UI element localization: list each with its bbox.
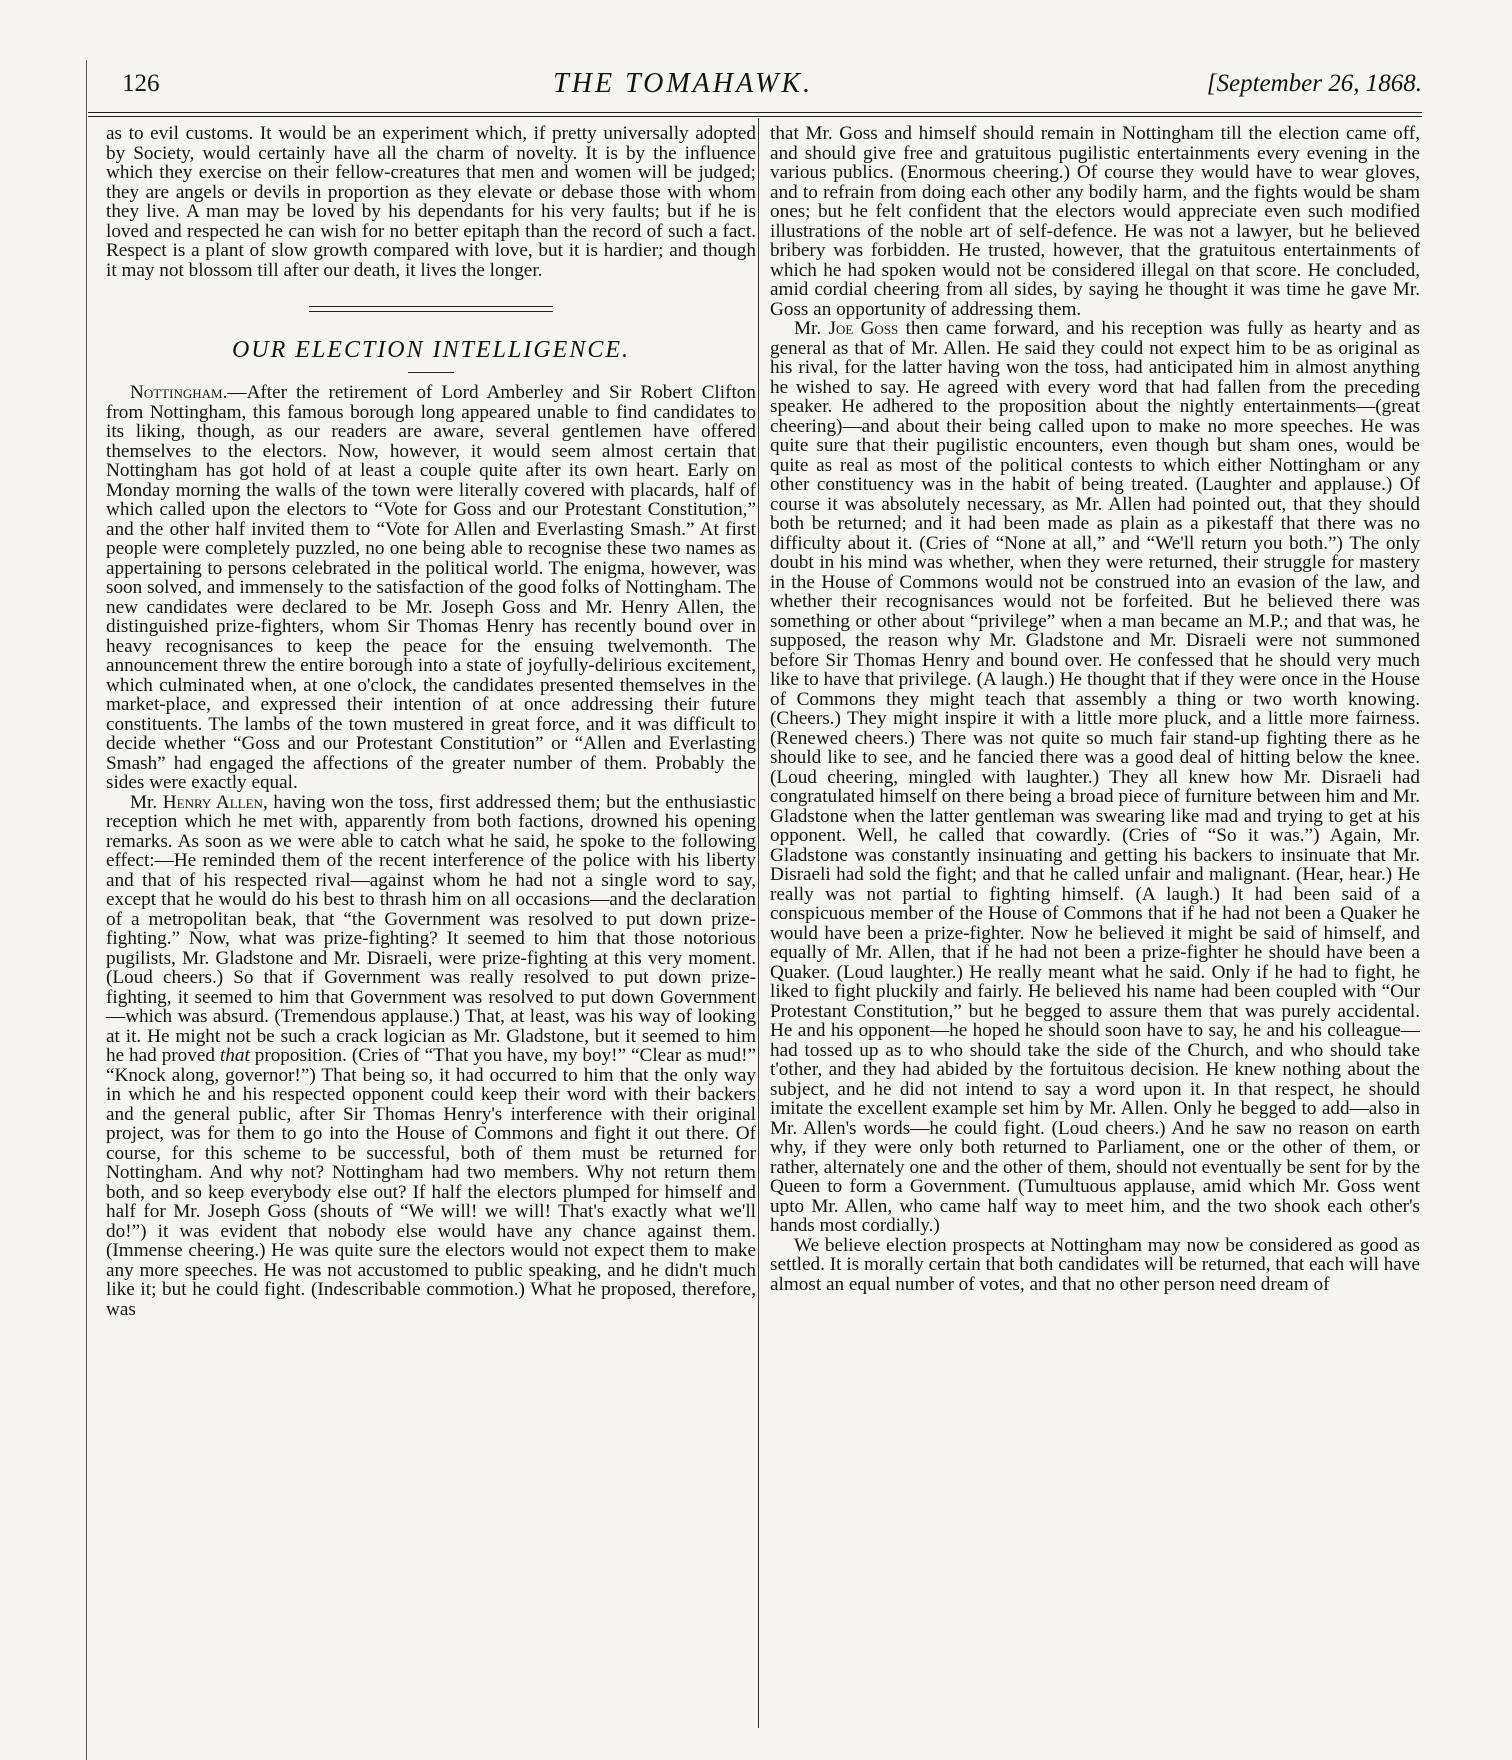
article-paragraph-closing: We believe election prospects at Nottingham may now be considered as good as settled. It is morally certain that both candidates will be returned, that each will have almost an equal number of votes, and that no other person need dream of (770, 1234, 1420, 1295)
column-divider (758, 118, 759, 1728)
article-paragraph-nottingham: Nottingham.—After the retirement of Lord Amberley and Sir Robert Clifton from Nottingham, this famous borough long appeared unable to find candidates to its liking, though, as our readers are aware, several gentlemen have offered themselves to the electors. Now, however, it would seem almost certain that Nottingham has got hold of at least a couple quite after its own heart. Early on Monday morning the walls of the town were literally covered with placards, half of which called upon the electors to “Vote for Goss and our Protestant Constitution,” and the other half invited them to “Vote for Allen and Everlasting Smash.” At first people were completely puzzled, no one being able to recognise these two names as appertaining to persons celebrated in the political world. The enigma, however, was soon solved, and immensely to the satisfaction of the good folks of Nottingham. The new candidates were declared to be Mr. Joseph Goss and Mr. Henry Allen, the distinguished prize-fighters, whom Sir Thomas Henry has recently bound over in heavy recognisances to keep the peace for the ensuing twelvemonth. The announcement threw the entire borough into a state of joyfully-delirious excitement, which culminated when, at one o'clock, the candidates presented themselves in the market-place, and expressed their intention of at once addressing their future constituents. The lambs of the town mustered in great force, and it was difficult to decide whether “Goss and our Protestant Constitution” or “Allen and Everlasting Smash” had engaged the affections of the greater number of them. Probably the sides were exactly equal. (106, 382, 756, 793)
left-column (106, 124, 756, 1319)
page-number: 126 (122, 70, 160, 97)
continued-paragraph: as to evil customs. It would be an experiment which, if pretty universally adopted by Society, would certainly have all the charm of novelty. It is by the influence which they exercise on their fellow-creatures that men and women will be judged; they are angels or devils in proportion as they elevate or debase those with whom they live. A man may be loved by his dependants for his very faults; but if he is loved and respected he can wish for no better epitaph than the record of such a fact. Respect is a plant of slow growth compared with love, but it is hardier; and though it may not blossom till after our death, it lives the longer. (106, 123, 756, 281)
continued-paragraph-right: that Mr. Goss and himself should remain in Nottingham till the election came off, and should give free and gratuitous pugilistic entertainments every evening in the various publics. (Enormous cheering.) Of course they would have to wear gloves, and to refrain from doing each other any bodily harm, and the fights would be sham ones; but he felt confident that the electors would appreciate even such modified illustrations of the noble art of self-defence. He was not a lawyer, but he believed bribery was forbidden. He trusted, however, that the gratuitous entertainments of which he had spoken would not be considered illegal on that score. He concluded, amid cordial cheering from all sides, by saying he thought it was time he gave Mr. Goss an opportunity of addressing them. (770, 123, 1420, 320)
article-paragraph-allen: Mr. Henry Allen, having won the toss, first addressed them; but the enthusiastic reception which he met with, apparently from both factions, drowned his opening remarks. As soon as we were able to catch what he said, he spoke to the following effect:—He reminded them of the recent interference of the police with his liberty and that of his respected rival—against whom he had not a single word to say, except that he would do his best to thrash him on all occasions—and the declaration of a metropolitan beak, that “the Government was resolved to put down prize-fighting.” Now, what was prize-fighting? It seemed to him that those notorious pugilists, Mr. Gladstone and Mr. Disraeli, were prize-fighting at this very moment. (Loud cheers.) So that if Government was really resolved to put down prize-fighting, it seemed to him that Government was resolved to put down Government—which was absurd. (Tremendous applause.) That, at least, was his way of looking at it. He might not be such a crack logician as Mr. Gladstone, but it seemed to him he had proved that proposition. (Cries of “That you have, my boy!” “Clear as mud!” “Knock along, governor!”) That being so, it had occurred to him that the only way in which he and his respected opponent could keep their word with their backers and the general public, after Sir Thomas Henry's interference with their original project, was for them to go into the House of Commons and fight it out there. Of course, for this scheme to be successful, both of them must be returned for Nottingham. And why not? Nottingham had two members. Why not return them both, and so keep everybody else out? If half the electors plumped for himself and half for Mr. Joseph Goss (shouts of “We will! we will! That's exactly what we'll do!”) it was evident that nobody else would have any chance against them. (Immense cheering.) He was quite sure the electors would not expect them to make any more speeches. He was not accustomed to public speaking, and he didn't much like it; but he could fight. (Indescribable commotion.) What he proposed, therefore, was (106, 791, 756, 1320)
section-separator (309, 306, 553, 312)
issue-date: [September 26, 1868. (1206, 70, 1422, 97)
left-margin-rule (86, 60, 87, 1760)
masthead-title: THE TOMAHAWK. (553, 68, 814, 99)
speaker-name-goss: Joe Goss (828, 318, 899, 339)
article-title: OUR ELECTION INTELLIGENCE. (231, 337, 631, 363)
header-rule (88, 112, 1422, 117)
page-header (88, 60, 1422, 108)
title-rule (408, 372, 454, 373)
dateline: Nottingham. (130, 382, 228, 403)
speaker-name-allen: Henry Allen (162, 791, 263, 813)
article-paragraph-goss: Mr. Joe Goss then came forward, and his reception was fully as hearty and as general as that of Mr. Allen. He said they could not expect him to be as original as his rival, for the latter having won the toss, had anticipated him in almost anything he wished to say. He agreed with every word that had fallen from the preceding speaker. He adhered to the proposition about the nightly entertainments—(great cheering)—and about their being called upon to make no more speeches. He was quite sure that their pugilistic encounters, even though but sham ones, would be quite as real as most of the political contests to which either Nottingham or any other constituency was in the habit of being treated. (Laughter and applause.) Of course it was absolutely necessary, as Mr. Allen had pointed out, that they should both be returned; and it had been made as plain as a pikestaff that there was no difficulty about it. (Cries of “None at all,” and “We'll return you both.”) The only doubt in his mind was whether, when they were returned, their struggle for mastery in the House of Commons would not be construed into an evasion of the law, and whether their recognisances would not be forfeited. But he believed there was something or other about “privilege” when a man became an M.P.; and that was, he supposed, the reason why Mr. Gladstone and Mr. Disraeli were not summoned before Sir Thomas Henry and bound over. He confessed that he should very much like to have that privilege. (A laugh.) He thought that if they were once in the House of Commons they might teach that assembly a thing or two worth knowing. (Cheers.) They might inspire it with a little more pluck, and a little more fairness. (Renewed cheers.) There was not quite so much fair stand-up fighting there as he should like to see, and he fancied there was a good deal of hitting below the knee. (Loud cheering, mingled with laughter.) They all knew how Mr. Disraeli had congratulated himself on there being a broad piece of furniture between him and Mr. Gladstone when the latter gentleman was swearing like mad and trying to get at his opponent. Well, he called that cowardly. (Cries of “So it was.”) Again, Mr. Gladstone was constantly insinuating and getting his backers to insinuate that Mr. Disraeli had sold the fight; and that he called unfair and malignant. (Hear, hear.) He really was not partial to fighting himself. (A laugh.) It had been said of a conspicuous member of the House of Commons that if he had not been a Quaker he would have been a prize-fighter. Now he believed it might be said of himself, and equally of Mr. Allen, that if he had not been a prize-fighter he should have been a Quaker. (Loud laughter.) He really meant what he said. Only if he had to fight, he liked to fight pluckily and fairly. He believed his name had been coupled with “Our Protestant Constitution,” but he begged to assure them that was purely accidental. He and his opponent—he hoped he should soon have to say, he and his colleague—had tossed up as to who should take the side of the Church, and who should take t'other, and they had abided by the fortuitous decision. He knew nothing about the subject, and he did not intend to say a word upon it. In that respect, he should imitate the excellent example set him by Mr. Allen. Only he begged to add—also in Mr. Allen's words—he could fight. (Loud cheers.) And he saw no reason on earth why, if they were only both returned to Parliament, one or the other of them, or rather, alternately one and the other of them, should not eventually be sent for by the Queen to form a Government. (Tumultuous applause, amid which Mr. Goss went upto Mr. Allen, who came half way to meet him, and the two shook each other's hands most cordially.) (770, 318, 1420, 1236)
newspaper-page (88, 60, 1422, 1730)
right-column (770, 124, 1420, 1294)
